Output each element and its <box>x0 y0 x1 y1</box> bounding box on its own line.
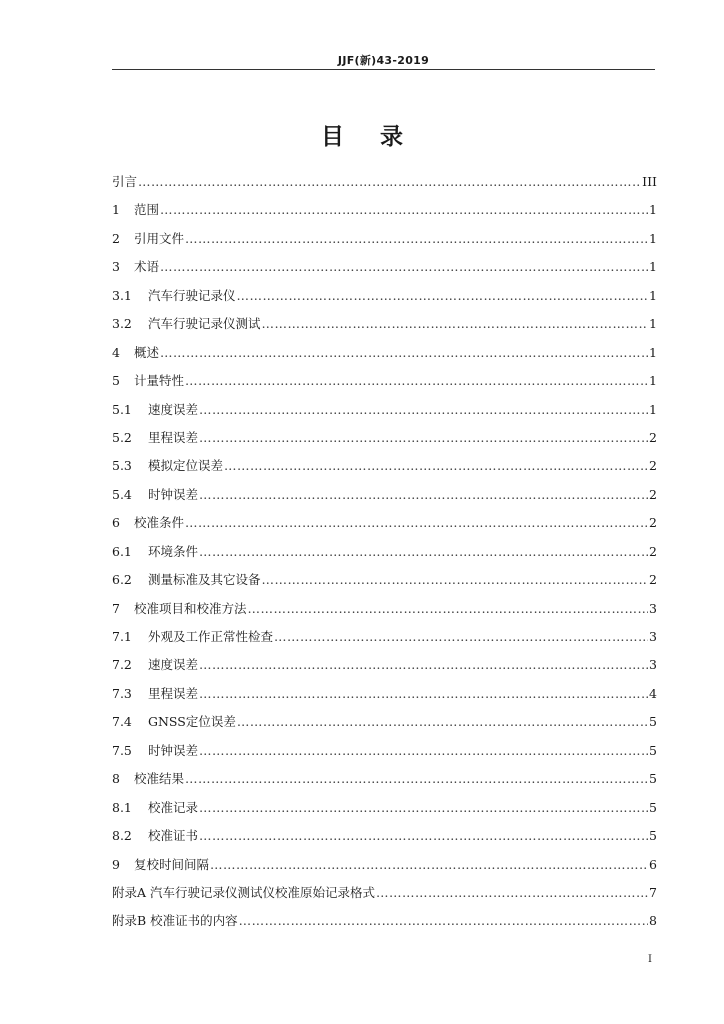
toc-entry-label: 里程误差 <box>148 429 199 445</box>
toc-entry-number: 5 <box>112 373 120 389</box>
toc-entry[interactable] <box>112 712 657 740</box>
toc-dot-leader <box>199 828 648 843</box>
toc-dot-leader <box>185 231 648 246</box>
header-divider <box>112 69 655 70</box>
toc-entry-label: 概述 <box>134 344 160 360</box>
toc-entry-page: 2 <box>649 486 657 502</box>
toc-entry-label: 复校时间间隔 <box>134 856 210 872</box>
toc-entry-page: 2 <box>649 543 657 559</box>
toc-entry-number: 7.3 <box>112 685 132 701</box>
toc-entry-label: 附录A 汽车行驶记录仪测试仪校准原始记录格式 <box>112 884 376 900</box>
toc-entry-page: 1 <box>649 373 657 389</box>
toc-dot-leader <box>199 657 648 672</box>
toc-entry-label: 引言 <box>112 174 138 189</box>
toc-entry[interactable] <box>112 542 657 570</box>
toc-dot-leader <box>376 885 648 900</box>
toc-entry-label: 模拟定位误差 <box>148 458 224 474</box>
toc-dot-leader <box>160 202 648 217</box>
toc-entry[interactable] <box>112 911 657 939</box>
toc-entry-page: 5 <box>649 714 657 730</box>
toc-dot-leader <box>199 686 648 701</box>
page-title: 目录 <box>321 124 439 150</box>
toc-entry-label: 校准条件 <box>134 515 185 531</box>
toc-dot-leader <box>199 487 648 502</box>
toc-entry-label: GNSS定位误差 <box>148 714 236 730</box>
toc-entry[interactable] <box>112 798 657 826</box>
toc-entry-page: III <box>642 174 657 189</box>
toc-dot-leader <box>160 259 648 274</box>
toc-entry-number: 6.2 <box>112 572 132 588</box>
toc-dot-leader <box>138 174 641 189</box>
toc-dot-leader <box>262 316 648 331</box>
toc-entry-number: 8 <box>112 771 120 787</box>
toc-dot-leader <box>185 515 648 530</box>
toc-entry[interactable] <box>112 428 657 456</box>
toc-entry-number: 3 <box>112 259 120 275</box>
toc-entry[interactable] <box>112 883 657 911</box>
toc-entry-page: 1 <box>649 287 657 303</box>
toc-entry-label: 时钟误差 <box>148 742 199 758</box>
toc-entry[interactable] <box>112 599 657 627</box>
toc-entry[interactable] <box>112 314 657 342</box>
document-code-header: JJF(新)43-2019 <box>337 54 430 67</box>
toc-entry[interactable] <box>112 257 657 285</box>
toc-entry-label: 附录B 校准证书的内容 <box>112 913 238 929</box>
toc-entry-label: 引用文件 <box>134 230 185 246</box>
toc-entry[interactable] <box>112 400 657 428</box>
toc-entry-page: 3 <box>649 629 657 644</box>
toc-entry-label: 校准项目和校准方法 <box>134 600 247 616</box>
toc-entry[interactable] <box>112 769 657 797</box>
footer-page-number: I <box>648 954 652 965</box>
toc-entry-number: 9 <box>112 856 120 872</box>
toc-entry-page: 4 <box>649 685 657 701</box>
toc-entry-label: 汽车行驶记录仪 <box>148 287 236 303</box>
toc-entry-number: 7.5 <box>112 742 132 758</box>
toc-dot-leader <box>185 771 648 786</box>
toc-entry-page: 5 <box>649 771 657 787</box>
toc-dot-leader <box>248 601 648 616</box>
toc-dot-leader <box>239 913 648 928</box>
toc-entry[interactable] <box>112 826 657 854</box>
toc-entry-number: 6.1 <box>112 543 132 559</box>
toc-entry-label: 测量标准及其它设备 <box>148 572 261 588</box>
toc-dot-leader <box>237 714 648 729</box>
toc-entry-page: 1 <box>649 344 657 360</box>
toc-entry-label: 校准记录 <box>148 799 199 815</box>
toc-dot-leader <box>199 743 648 758</box>
toc-dot-leader <box>237 288 648 303</box>
toc-dot-leader <box>185 373 648 388</box>
toc-entry[interactable] <box>112 655 657 683</box>
toc-entry-page: 3 <box>649 600 657 616</box>
toc-dot-leader <box>224 458 648 473</box>
toc-dot-leader <box>199 800 648 815</box>
toc-entry-label: 校准证书 <box>148 828 199 844</box>
toc-dot-leader <box>199 430 648 445</box>
toc-entry-page: 1 <box>649 401 657 417</box>
toc-entry[interactable] <box>112 286 657 314</box>
toc-entry[interactable] <box>112 855 657 883</box>
toc-dot-leader <box>199 402 648 417</box>
toc-entry[interactable] <box>112 456 657 484</box>
toc-dot-leader <box>160 345 648 360</box>
toc-entry-label: 汽车行驶记录仪测试 <box>148 316 261 332</box>
toc-dot-leader <box>274 629 648 644</box>
toc-entry-number: 5.1 <box>112 401 132 417</box>
toc-entry-number: 5.4 <box>112 486 132 502</box>
toc-entry-number: 3.1 <box>112 287 132 303</box>
toc-entry-page: 5 <box>649 799 657 815</box>
toc-entry[interactable] <box>112 200 657 228</box>
toc-entry-number: 2 <box>112 230 120 246</box>
toc-entry-number: 4 <box>112 344 120 360</box>
toc-entry-label: 术语 <box>134 259 160 275</box>
toc-entry-page: 2 <box>649 515 657 531</box>
toc-entry-label: 外观及工作正常性检查 <box>148 629 274 644</box>
toc-entry[interactable] <box>112 172 657 200</box>
toc-entry-page: 5 <box>649 742 657 758</box>
toc-entry-label: 时钟误差 <box>148 486 199 502</box>
table-of-contents <box>112 172 657 940</box>
toc-entry-label: 环境条件 <box>148 543 199 559</box>
toc-entry-page: 5 <box>649 828 657 844</box>
toc-entry-number: 7.1 <box>112 629 132 644</box>
toc-entry-label: 速度误差 <box>148 401 199 417</box>
toc-entry-number: 5.3 <box>112 458 132 474</box>
toc-entry-label: 范围 <box>134 202 160 218</box>
toc-entry-number: 5.2 <box>112 429 132 445</box>
toc-entry[interactable] <box>112 627 657 655</box>
toc-dot-leader <box>262 572 648 587</box>
toc-entry-number: 8.2 <box>112 828 132 844</box>
toc-entry-number: 7 <box>112 600 120 616</box>
toc-entry[interactable] <box>112 684 657 712</box>
toc-entry[interactable] <box>112 741 657 769</box>
toc-entry[interactable] <box>112 570 657 598</box>
toc-entry-label: 计量特性 <box>134 373 185 389</box>
toc-entry[interactable] <box>112 485 657 513</box>
toc-entry-page: 1 <box>649 202 657 218</box>
toc-entry-number: 1 <box>112 202 120 218</box>
toc-dot-leader <box>199 544 648 559</box>
toc-entry-page: 8 <box>649 913 657 929</box>
toc-entry-page: 1 <box>649 316 657 332</box>
toc-entry-number: 6 <box>112 515 120 531</box>
toc-entry[interactable] <box>112 513 657 541</box>
toc-entry-label: 里程误差 <box>148 685 199 701</box>
toc-entry[interactable] <box>112 343 657 371</box>
toc-entry-page: 1 <box>649 230 657 246</box>
toc-entry-number: 7.4 <box>112 714 132 730</box>
toc-entry-page: 6 <box>649 856 657 872</box>
toc-entry[interactable] <box>112 229 657 257</box>
toc-entry-page: 3 <box>649 657 657 673</box>
toc-entry-label: 速度误差 <box>148 657 199 673</box>
toc-entry-page: 2 <box>649 572 657 588</box>
toc-entry-page: 2 <box>649 458 657 474</box>
toc-entry[interactable] <box>112 371 657 399</box>
toc-dot-leader <box>210 857 648 872</box>
toc-entry-page: 2 <box>649 429 657 445</box>
toc-entry-number: 3.2 <box>112 316 132 332</box>
toc-entry-label: 校准结果 <box>134 771 185 787</box>
toc-entry-number: 7.2 <box>112 657 132 673</box>
toc-entry-number: 8.1 <box>112 799 132 815</box>
toc-entry-page: 7 <box>649 884 657 900</box>
toc-entry-page: 1 <box>649 259 657 275</box>
